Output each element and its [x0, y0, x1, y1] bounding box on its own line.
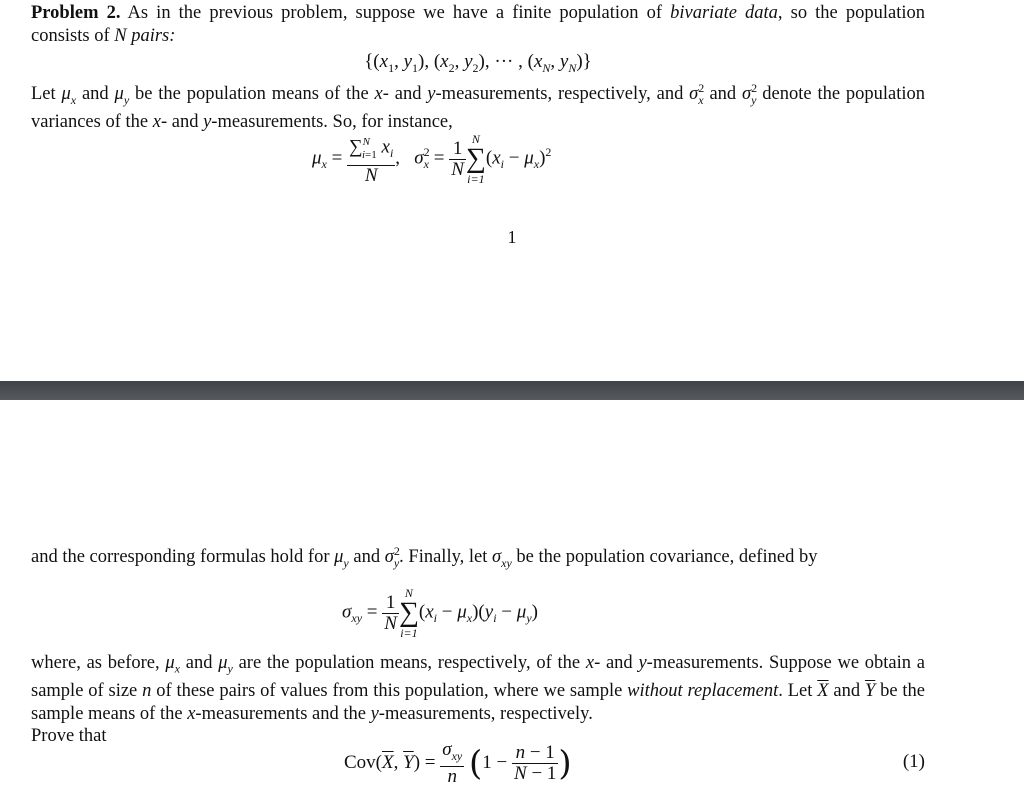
pairs-set-equation: {($x_1$, $y_1$), ($x_2$, $y_2$), ··· , ($x_N$, $y_N$)} [364, 51, 592, 75]
prove-that: Prove that [31, 726, 107, 747]
page-number: 1 [507, 227, 517, 247]
covariance-definition-paragraph: and the corresponding formulas hold for $\mu_y$ and $\sigma^2_y$. Finally, let $\sigma_{xy}$ be the population covariance, defined by [31, 544, 818, 570]
problem-intro: Problem 2. As in the previous problem, suppose we have a finite population of bivariate data, so the population consists of N pairs: [31, 3, 925, 46]
covariance-equation: $\sigma_{xy}$ = $\frac{1}{N}$ N ∑ i=1 $(x_i - \mu_x)(y_i - \mu_y)$ [342, 586, 538, 640]
means-variances-paragraph: Let $\mu_x$ and $\mu_y$ be the population means of the x- and y-measurements, respectively, and $\sigma^2_x$ and $\sigma^2_y$ denote the population variances of the x- and y-measurements. So, for instance, [31, 81, 926, 133]
mean-variance-equation: $\mu_x$ = $\frac{\sum^N_{i=1} x_i}{N}$ , $\sigma^2_x$ = $\frac{1}{N}$ N ∑ i=1 $(x_i - \mu_x)^2$ [312, 132, 552, 186]
page-2 [0, 400, 1024, 792]
problem-heading: Problem 2. [31, 3, 121, 23]
page-1 [0, 0, 1024, 381]
emph-without-replacement: without replacement [627, 681, 779, 702]
emph-bivariate: bivariate data [670, 3, 778, 23]
equation-number: (1) [902, 751, 925, 772]
sampling-paragraph: where, as before, $\mu_x$ and $\mu_y$ are the population means, respectively, of the x- and y-measurements. Suppose we obtain a sample of size n of these pairs of values from this population, where we sample without replacement. Let $\overline{X}$ and $\overline{Y}$ be the sample means of the x-measurements and the y-measurements, respectively. Prove that [31, 653, 925, 747]
covariance-result-equation: $Cov(\overline{X}$, $\overline{Y}$) = $\frac{\sigma_{xy}}{n}$ (1 − $\frac{n - 1}{N - 1}$ ) [344, 739, 572, 787]
page-separator [0, 381, 1024, 400]
